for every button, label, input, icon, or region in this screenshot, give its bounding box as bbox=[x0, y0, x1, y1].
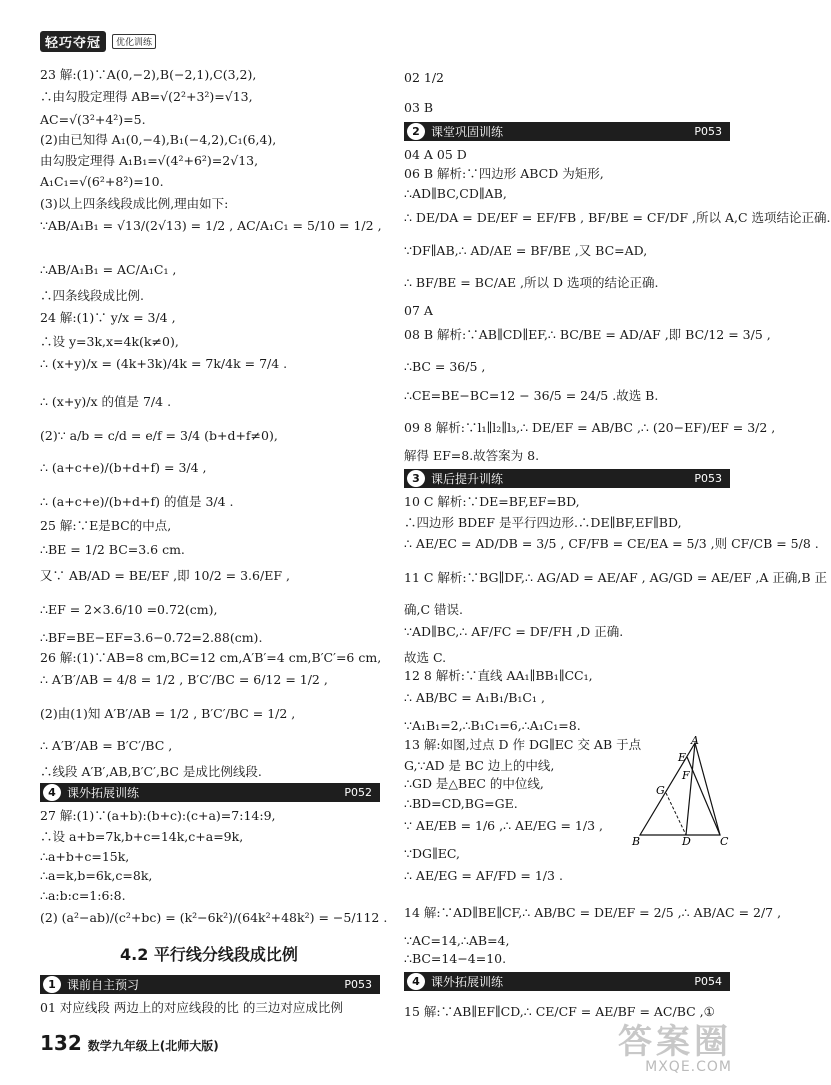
right-answer-line: 14 解:∵AD∥BE∥CF,∴ AB/BC = DE/EF = 2/5 ,∴ AB/AC = 2/7 , bbox=[404, 905, 782, 920]
band-label: 课后提升训练 bbox=[431, 472, 504, 486]
left-answer-line: ∴ (a+c+e)/(b+d+f) = 3/4 , bbox=[40, 460, 207, 475]
left-answer-line: ∴BF=BE−EF=3.6−0.72=2.88(cm). bbox=[40, 630, 263, 645]
answer-line-15: 15 解:∵AB∥EF∥CD,∴ CE/CF = AE/BF = AC/BC ,① bbox=[404, 1004, 715, 1019]
band-page: P053 bbox=[694, 472, 722, 485]
brand-logo: 轻巧夺冠 bbox=[40, 31, 106, 52]
right-answer-line: ∴BC = 36/5 , bbox=[404, 359, 486, 374]
right-answer-line: 02 1/2 bbox=[404, 70, 444, 85]
band-label: 课外拓展训练 bbox=[431, 975, 504, 989]
right-answer-line: 确,C 错误. bbox=[404, 602, 463, 617]
answer-line-01: 01 对应线段 两边上的对应线段的比 的三边对应成比例 bbox=[40, 1000, 343, 1015]
right-answer-line: 04 A 05 D bbox=[404, 147, 467, 162]
right-answer-line: 03 B bbox=[404, 100, 434, 115]
right-answer-line: ∴ AB/BC = A₁B₁/B₁C₁ , bbox=[404, 690, 545, 705]
band-number: 4 bbox=[43, 784, 61, 801]
label-b: B bbox=[632, 835, 641, 848]
band-label: 课外拓展训练 bbox=[67, 786, 140, 800]
left-answer-line: ∴ A′B′/AB = 4/8 = 1/2 , B′C′/BC = 6/12 = 1/2 , bbox=[40, 672, 328, 687]
band-page: P053 bbox=[344, 978, 372, 991]
band-number: 2 bbox=[407, 123, 425, 140]
right-answer-line: ∴BD=CD,BG=GE. bbox=[404, 796, 518, 811]
right-answer-line: 06 B 解析:∵四边形 ABCD 为矩形, bbox=[404, 166, 604, 181]
left-answer-line: ∴AB/A₁B₁ = AC/A₁C₁ , bbox=[40, 262, 177, 277]
left-answer-line: ∵AB/A₁B₁ = √13/(2√13) = 1/2 , AC/A₁C₁ = 5/10 = 1/2 , bbox=[40, 218, 382, 233]
right-answer-line: ∴BC=14−4=10. bbox=[404, 951, 507, 966]
left-answer-line: (2)由(1)知 A′B′/AB = 1/2 , B′C′/BC = 1/2 , bbox=[40, 706, 296, 721]
band-label: 课堂巩固训练 bbox=[431, 125, 504, 139]
watermark-url: MXQE.COM bbox=[645, 1059, 732, 1075]
section-band-preview bbox=[40, 975, 380, 994]
right-answer-line: 10 C 解析:∵DE=BF,EF=BD, bbox=[404, 494, 580, 509]
segment-ec bbox=[687, 757, 720, 835]
right-answer-line: ∴ BF/BE = BC/AE ,所以 D 选项的结论正确. bbox=[404, 275, 659, 290]
left-answer-line: ∴BE = 1/2 BC=3.6 cm. bbox=[40, 542, 185, 557]
section-title: 4.2 平行线分线段成比例 bbox=[120, 945, 298, 964]
left-answer-line: ∴a=k,b=6k,c=8k, bbox=[40, 868, 153, 883]
segment-dg bbox=[666, 793, 686, 835]
label-a: A bbox=[691, 734, 699, 747]
left-answer-line: (2) (a²−ab)/(c²+bc) = (k²−6k²)/(64k²+48k²) = −5/112 . bbox=[40, 910, 388, 925]
watermark bbox=[618, 1022, 732, 1075]
left-answer-line: 又∵ AB/AD = BE/EF ,即 10/2 = 3.6/EF , bbox=[40, 568, 290, 583]
right-answer-line: 11 C 解析:∵BG∥DF,∴ AG/AD = AE/AF , AG/GD = AE/EF ,A 正确,B 正 bbox=[404, 570, 828, 585]
left-answer-line: (3)以上四条线段成比例,理由如下: bbox=[40, 196, 229, 211]
right-answer-line: ∴ DE/DA = DE/EF = EF/FB , BF/BE = CF/DF ,所以 A,C 选项结论正确. bbox=[404, 210, 831, 225]
label-d: D bbox=[682, 835, 691, 848]
left-answer-line: 23 解:(1)∵A(0,−2),B(−2,1),C(3,2), bbox=[40, 67, 257, 82]
right-answer-line: G,∵AD 是 BC 边上的中线, bbox=[404, 758, 555, 773]
right-answer-line: ∴GD 是△BEC 的中位线, bbox=[404, 776, 544, 791]
left-answer-line: ∴四条线段成比例. bbox=[40, 288, 144, 303]
left-answer-line: 26 解:(1)∵AB=8 cm,BC=12 cm,A′B′=4 cm,B′C′=6 cm, bbox=[40, 650, 382, 665]
left-answer-line: ∴EF = 2×3.6/10 =0.72(cm), bbox=[40, 602, 218, 617]
left-answer-line: ∴a:b:c=1:6:8. bbox=[40, 888, 126, 903]
left-answer-line: ∴ (a+c+e)/(b+d+f) 的值是 3/4 . bbox=[40, 494, 234, 509]
left-answer-line: ∴由勾股定理得 AB=√(2²+3²)=√13, bbox=[40, 89, 253, 104]
band-page: P053 bbox=[694, 125, 722, 138]
right-answer-line: ∴ AE/EC = AD/DB = 3/5 , CF/FB = CE/EA = 5/3 ,则 CF/CB = 5/8 . bbox=[404, 536, 819, 551]
left-answer-line: ∴设 y=3k,x=4k(k≠0), bbox=[40, 334, 179, 349]
right-answer-line: ∵DF∥AB,∴ AD/AE = BF/BE ,又 BC=AD, bbox=[404, 243, 648, 258]
right-answer-line: 解得 EF=8.故答案为 8. bbox=[404, 448, 540, 463]
band-page: P052 bbox=[344, 786, 372, 799]
left-answer-line: ∴ (x+y)/x = (4k+3k)/4k = 7k/4k = 7/4 . bbox=[40, 356, 288, 371]
page-footer bbox=[40, 1031, 219, 1055]
left-answer-line: ∴设 a+b=7k,b+c=14k,c+a=9k, bbox=[40, 829, 244, 844]
watermark-logo: 答案圈 bbox=[618, 1022, 732, 1062]
right-answer-line: 08 B 解析:∵AB∥CD∥EF,∴ BC/BE = AD/AF ,即 BC/12 = 3/5 , bbox=[404, 327, 771, 342]
label-e: E bbox=[678, 751, 687, 764]
left-answer-line: ∴ A′B′/AB = B′C′/BC , bbox=[40, 738, 173, 753]
section-band-classroom bbox=[404, 122, 730, 141]
page-number: 132 bbox=[40, 1031, 82, 1055]
left-answer-line: ∴ (x+y)/x 的值是 7/4 . bbox=[40, 394, 172, 409]
right-answer-line: ∵ AE/EB = 1/6 ,∴ AE/EG = 1/3 , bbox=[404, 818, 603, 833]
right-answer-line: 13 解:如图,过点 D 作 DG∥EC 交 AB 于点 bbox=[404, 737, 642, 752]
band-number: 4 bbox=[407, 973, 425, 990]
section-band-extension-left bbox=[40, 783, 380, 802]
right-answer-line: 故选 C. bbox=[404, 650, 447, 665]
right-answer-line: ∴CE=BE−BC=12 − 36/5 = 24/5 .故选 B. bbox=[404, 388, 659, 403]
right-answer-line: 07 A bbox=[404, 303, 433, 318]
triangle-figure bbox=[628, 735, 733, 847]
left-answer-line: 由勾股定理得 A₁B₁=√(4²+6²)=2√13, bbox=[40, 153, 259, 168]
right-answer-line: ∴AD∥BC,CD∥AB, bbox=[404, 186, 507, 201]
right-answer-line: ∵A₁B₁=2,∴B₁C₁=6,∴A₁C₁=8. bbox=[404, 718, 581, 733]
band-number: 3 bbox=[407, 470, 425, 487]
section-band-after-class bbox=[404, 469, 730, 488]
band-label: 课前自主预习 bbox=[67, 978, 140, 992]
left-answer-line: (2)由已知得 A₁(0,−4),B₁(−4,2),C₁(6,4), bbox=[40, 132, 277, 147]
left-answer-line: 27 解:(1)∵(a+b):(b+c):(c+a)=7:14:9, bbox=[40, 808, 276, 823]
right-answer-line: ∵AD∥BC,∴ AF/FC = DF/FH ,D 正确. bbox=[404, 624, 624, 639]
left-answer-line: (2)∵ a/b = c/d = e/f = 3/4 (b+d+f≠0), bbox=[40, 428, 278, 443]
label-f: F bbox=[682, 769, 690, 782]
right-answer-line: 09 8 解析:∵l₁∥l₂∥l₃,∴ DE/EF = AB/BC ,∴ (20−EF)/EF = 3/2 , bbox=[404, 420, 776, 435]
left-answer-line: 24 解:(1)∵ y/x = 3/4 , bbox=[40, 310, 176, 325]
band-page: P054 bbox=[694, 975, 722, 988]
right-answer-line: ∴四边形 BDEF 是平行四边形.∴DE∥BF,EF∥BD, bbox=[404, 515, 682, 530]
band-number: 1 bbox=[43, 976, 61, 993]
right-answer-line: ∵DG∥EC, bbox=[404, 846, 460, 861]
label-c: C bbox=[720, 835, 729, 848]
left-answer-line: ∴线段 A′B′,AB,B′C′,BC 是成比例线段. bbox=[40, 764, 262, 779]
left-answer-line: A₁C₁=√(6²+8²)=10. bbox=[40, 174, 164, 189]
left-answer-line: AC=√(3²+4²)=5. bbox=[40, 112, 146, 127]
page-header bbox=[40, 30, 156, 52]
right-answer-line: ∵AC=14,∴AB=4, bbox=[404, 933, 510, 948]
brand-tag: 优化训练 bbox=[112, 34, 156, 49]
left-answer-line: ∴a+b+c=15k, bbox=[40, 849, 130, 864]
right-answer-line: ∴ AE/EG = AF/FD = 1/3 . bbox=[404, 868, 563, 883]
left-answer-line: 25 解:∵E是BC的中点, bbox=[40, 518, 172, 533]
label-g: G bbox=[656, 784, 665, 797]
section-band-extension-right bbox=[404, 972, 730, 991]
right-answer-line: 12 8 解析:∵直线 AA₁∥BB₁∥CC₁, bbox=[404, 668, 593, 683]
book-title: 数学九年级上(北师大版) bbox=[87, 1039, 219, 1053]
